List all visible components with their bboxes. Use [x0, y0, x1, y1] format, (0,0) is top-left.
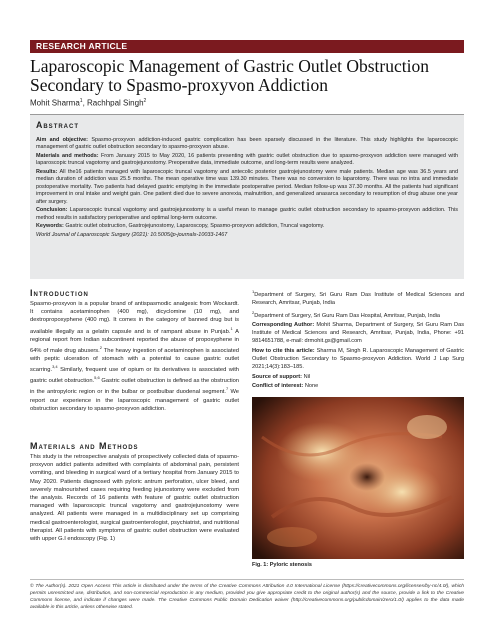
- affiliation-mark: 1: [252, 289, 255, 294]
- endoscopy-figure: [252, 397, 464, 559]
- abstract-conclusion-label: Conclusion:: [36, 207, 68, 214]
- intro-text-part: The heavy ingestion of acetaminophen is associated with peptic ulceration of stomach with a potential to cause gastric outlet scarring.: [30, 347, 239, 374]
- abstract-keywords-text: Gastric outlet obstruction, Gastrojejunostomy, Laparoscopy, Spasmo-proxyvon addiction, Truncal vagotomy.: [65, 223, 325, 230]
- author-affiliation-mark: 1: [79, 98, 83, 104]
- abstract-aim-text: Spasmo-proxyvon addiction-induced gastric complication has been sparsely discussed in the literature. This study highlights the laparoscopic management of gastric outlet obstruction secondary to spasmo-proxyvon abuse.: [36, 137, 459, 151]
- citation-mark: 7: [225, 386, 229, 392]
- abstract-citation: [36, 232, 458, 239]
- source-of-support: [252, 373, 464, 381]
- citation-mark: 3,4: [52, 364, 58, 370]
- abstract-keywords-label: Keywords:: [36, 223, 64, 230]
- article-type-banner: RESEARCH ARTICLE: [30, 40, 464, 53]
- abstract-results-text: All the16 patients managed with laparoscopic truncal vagotomy and antecolic posterior gastrojejunostomy were male patients. Median age was 36.5 years and median duration of addiction was 25.5 months. The mean operative time was 139.30 minutes. There was no conversion to laparotomy. There was no intra and immediate postoperative mortality. Two patients had delayed gastric emptying in the immediate postoperative period. Median follow-up was 37.30 months. All the patients had significant improvement in oral intake and weight gain. One patient died due to severe anorexia, malnutrition, and generalized anasarca secondary to resumption of drug abuse one year after surgery.: [36, 169, 458, 205]
- introduction-text: [30, 300, 239, 413]
- how-to-cite: [252, 347, 464, 371]
- affiliation-text: Department of Surgery, Sri Guru Ram Das Institute of Medical Sciences and Research, Amritsar, Punjab, India: [252, 291, 464, 306]
- endoscopy-image: [252, 397, 464, 559]
- abstract-conclusion: [36, 207, 458, 222]
- citation-mark: 2: [99, 344, 103, 350]
- citation-mark: 1: [230, 325, 233, 331]
- intro-text-part: Gastric outlet obstruction is defined as the obstruction in the antropyloric region or in the bulbar or postbulbar duodenal segment.: [30, 378, 239, 396]
- abstract-methods-label: Materials and methods:: [36, 153, 99, 159]
- methods-section: [30, 441, 239, 543]
- citation-mark: 5,6: [94, 375, 100, 381]
- conflict-of-interest: [252, 382, 464, 390]
- author-name: Rachhpal Singh: [87, 98, 144, 108]
- abstract-aim-label: Aim and objective:: [36, 137, 88, 143]
- intro-text-part: Spasmo-proxyvon is a popular brand of antispasmodic analgesic from Wockardt. It contains acetaminophen (400 mg), dicyclomine (10 mg), and dextropropoxyphene (400 mg). It comes in the category of banned drug but is available illegally as a gelatin capsule and is of rampant abuse in Punjab.: [30, 301, 239, 335]
- affiliation-mark: 2: [252, 309, 255, 315]
- corresponding-author-label: Corresponding Author:: [252, 322, 315, 328]
- license-footer: © The Author(s). 2021 Open Access This article is distributed under the terms of the Creative Commons Attribution 4.0 International License (https://creativecommons.org/licenses/by-nc/4.0/), which permits unrestricted use, distribution, and non-commercial reproduction in any medium, provided you give appropriate credit to the original author(s) and the source, provide a link to the Creative Commons license, and indicate if changes were made. The Creative Commons Public Domain Dedication waiver (http://creativecommons.org/publicdomain/zero/1.0/) applies to the data made available in this article, unless otherwise stated.: [30, 579, 464, 611]
- abstract-aim: [36, 137, 458, 152]
- abstract-methods: [36, 153, 458, 168]
- intro-text-part: Similarly, frequent use of opium or its derivatives is associated with gastric outlet obstruction.: [30, 367, 239, 385]
- abstract-results-label: Results:: [36, 169, 58, 175]
- author-affiliation-mark: 2: [143, 98, 147, 104]
- how-to-cite-text: Sharma M, Singh R. Laparoscopic Management of Gastric Outlet Obstruction Secondary to Spasmo-proxyvon Addiction. World J Lap Surg 2021;14(3):183–185.: [252, 347, 464, 370]
- conflict-of-interest-text: None: [304, 383, 319, 390]
- intro-text-part: A regional report from Indian subcontinent reported the abuse of propoxyphene in 64% of male drug abusers.: [30, 328, 239, 354]
- intro-text-part: We report our experience in the laparoscopic management of gastric outlet obstruction secondary to spasmo-proxyvon addiction.: [30, 389, 239, 412]
- affiliation-text: Department of Surgery, Sri Guru Ram Das Hospital, Amritsar, Punjab, India: [254, 312, 441, 319]
- abstract-results: [36, 169, 458, 206]
- affiliations-block: [252, 288, 464, 392]
- author-name: Mohit Sharma: [30, 98, 80, 108]
- source-of-support-label: Source of support:: [252, 373, 303, 380]
- affiliation-1: [252, 288, 464, 307]
- journal-citation: World Journal of Laparoscopic Surgery (2021): 10.5005/jp-journals-10033-1467: [36, 231, 228, 238]
- corresponding-author-text: Mohit Sharma, Department of Surgery, Sri Guru Ram Das Institute of Medical Sciences and Research, Amritsar, Punjab, India, Phone: +91 9814651788, e-mail: drmohit.gs@gmail.com: [252, 322, 464, 345]
- author-list: Mohit Sharma$^1$, Rachhpal Singh$^2$: [30, 98, 147, 108]
- abstract-box: [30, 114, 464, 279]
- abstract-methods-text: From January 2015 to May 2020, 16 patients presenting with gastric outlet obstruction due to spasmo-proxyvon addiction were managed with laparoscopic truncal vagotomy and gastrojejunostomy. Preoperative data, immediate outcome, and long-term results were analyzed.: [36, 153, 459, 167]
- abstract-heading: Abstract: [36, 120, 80, 130]
- abstract-body: [36, 137, 458, 240]
- corresponding-author: [252, 321, 464, 345]
- how-to-cite-label: How to cite this article:: [252, 347, 315, 354]
- source-of-support-text: Nil: [303, 373, 311, 380]
- methods-heading: Materials and Methods: [30, 441, 139, 451]
- figure-caption: Fig. 1: Pyloric stenosis: [252, 562, 312, 568]
- methods-text: This study is the retrospective analysis of prospectively collected data of spasmo-proxyvon addict patients admitted with complaints of abdominal pain, persistent vomiting, and bleeding in surgical ward of a tertiary hospital from January 2015 to May 2020. Patients diagnosed with pyloric antrum perforation, ulcer bleed, and severely malnourished cases requiring feeding jejunostomy were excluded from the analysis. Records of 16 patients with feature of gastric outlet obstruction managed with laparoscopic truncal vagotomy and gastrojejunostomy were analyzed. All patients were managed in a multidisciplinary set up comprising medical gastroenterologist, surgical gastroenterologist, psychiatrist, and nutritional therapist. All patients with symptoms of gastric outlet obstruction were evaluated with upper G.I endoscopy (Fig. 1): [30, 454, 239, 543]
- affiliation-2: [252, 309, 464, 320]
- article-title: Laparoscopic Management of Gastric Outlet Obstruction Secondary to Spasmo-proxyvon Addiction: [30, 56, 429, 95]
- abstract-keywords: [36, 223, 458, 230]
- abstract-conclusion-text: Laparoscopic truncal vagotomy and gastrojejunostomy is a useful mean to manage gastric outlet obstruction secondary to spasmo-proxyvon addiction. This method results in satisfactory perioperative and optimal long-term outcome.: [36, 207, 459, 221]
- introduction-heading: Introduction: [30, 288, 89, 298]
- conflict-of-interest-label: Conflict of interest:: [252, 383, 304, 390]
- introduction-section: [30, 288, 239, 413]
